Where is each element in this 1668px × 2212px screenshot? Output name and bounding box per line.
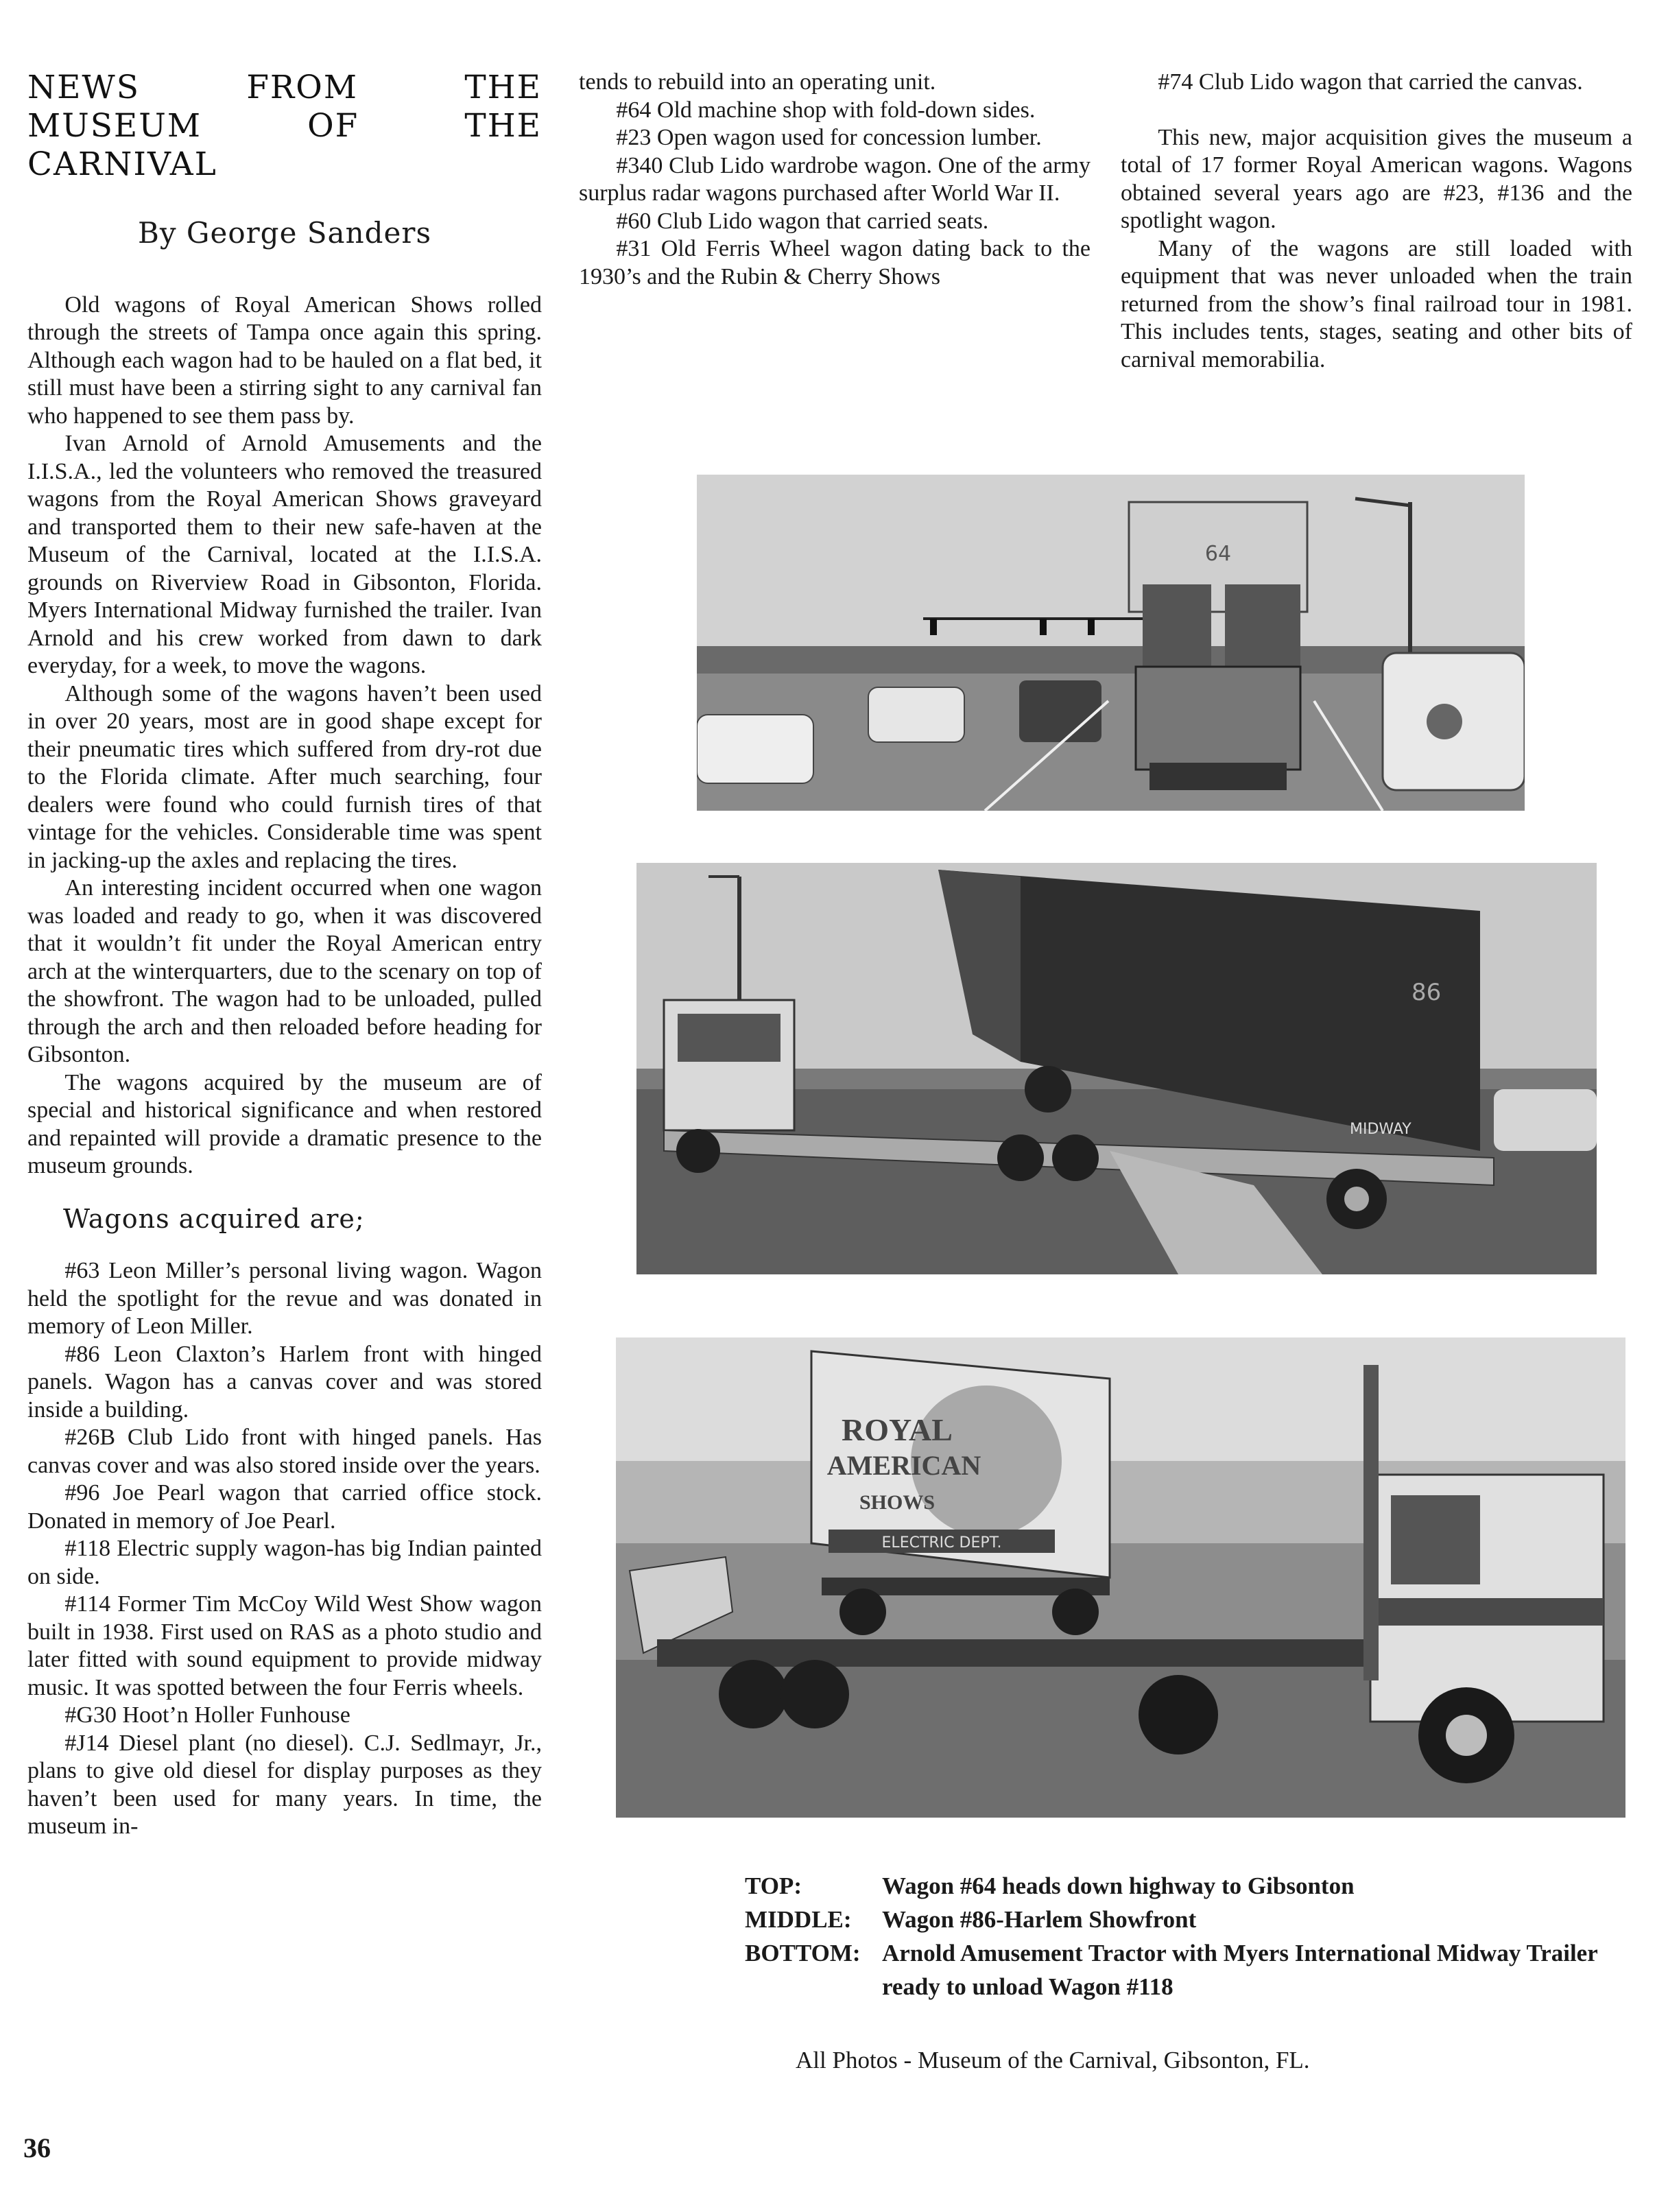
caption-text: Wagon #64 heads down highway to Gibsonton — [882, 1872, 1355, 1899]
wagon-item: #74 Club Lido wagon that carried the canvas. — [1158, 69, 1583, 95]
wagon-item: #23 Open wagon used for concession lumber. — [616, 125, 1042, 150]
wagon-item: #340 Club Lido wardrobe wagon. One of the army surplus radar wagons purchased after World War II. — [579, 152, 1091, 206]
title-word-from: FROM — [246, 69, 358, 106]
paragraph: The wagons acquired by the museum are of special and historical significance and when restored and repainted will provide a dramatic presence to the museum grounds. — [27, 1069, 542, 1178]
wagon-item-continued: tends to rebuild into an operating unit. — [579, 69, 936, 95]
paragraph: Old wagons of Royal American Shows rolled through the streets of Tampa once again this spring. Although each wagon had to be hauled on a flat bed, it still must have been a stirring sight to any carnival fan who happened to see them pass by. — [27, 292, 542, 429]
photo-bottom-wagon-118 — [616, 1337, 1625, 1818]
caption-label: MIDDLE: — [745, 1906, 852, 1933]
wagon-item: #26B Club Lido front with hinged panels. Has canvas cover and was also stored inside over the years. — [27, 1425, 542, 1478]
article-column-1 — [27, 69, 542, 1841]
wagon-item: #64 Old machine shop with fold-down sides. — [616, 97, 1036, 123]
paragraph: This new, major acquisition gives the museum a total of 17 former Royal American wagons. Wagons obtained several years ago are #23, #136 and the spotlight wagon. — [1121, 124, 1632, 233]
wagon-item: #63 Leon Miller’s personal living wagon. Wagon held the spotlight for the revue and was donated in memory of Leon Miller. — [27, 1258, 542, 1339]
photo-credit: All Photos - Museum of the Carnival, Gibsonton, FL. — [796, 2047, 1310, 2073]
paragraph: Although some of the wagons haven’t been used in over 20 years, most are in good shape except for their pneumatic tires which suffered from dry-rot due to the Florida climate. After much searching, four dealers were found who could furnish tires of that vintage for the vehicles. Considerable time was spent in jacking-up the axles and replacing the tires. — [27, 680, 542, 873]
title-line-2: MUSEUM OF THE CARNIVAL — [27, 107, 542, 183]
photo-middle-image — [636, 863, 1597, 1274]
caption-middle — [745, 1903, 1623, 1936]
byline: By George Sanders — [137, 216, 432, 250]
article-column-3 — [1121, 69, 1632, 374]
wagon-item: #31 Old Ferris Wheel wagon dating back to the 1930’s and the Rubin & Cherry Shows — [579, 236, 1091, 289]
photo-top-wagon-64 — [697, 475, 1525, 811]
sign-royal: ROYAL — [842, 1412, 953, 1447]
article-title — [27, 69, 542, 184]
caption-text: Arnold Amusement Tractor with Myers International Midway Trailer ready to unload Wagon #118 — [882, 1940, 1598, 2000]
wagon-item: #G30 Hoot’n Holler Funhouse — [64, 1702, 350, 1728]
sign-american: AMERICAN — [826, 1450, 981, 1481]
caption-label: TOP: — [745, 1872, 802, 1899]
paragraph: An interesting incident occurred when one wagon was loaded and ready to go, when it was discovered that it wouldn’t fit under the Royal American entry arch at the winterquarters, due to the scenary on top of the showfront. The wagon had to be unloaded, pulled through the arch and then reloaded before heading for Gibsonton. — [27, 875, 542, 1067]
caption-text: Wagon #86-Harlem Showfront — [882, 1906, 1197, 1933]
wagon-item: #114 Former Tim McCoy Wild West Show wagon built in 1938. First used on RAS as a photo studio and later fitted with sound equipment to provide midway music. It was spotted between the four Ferris wheels. — [27, 1591, 542, 1700]
photo-bottom-image — [616, 1337, 1625, 1818]
photo-top-image — [697, 475, 1525, 811]
wagon-number-64: 64 — [1204, 542, 1232, 566]
wagon-number-86: 86 — [1411, 979, 1442, 1006]
paragraph: Ivan Arnold of Arnold Amusements and the I.I.S.A., led the volunteers who removed the treasured wagons from the Royal American Shows graveyard and transported them to their new safe-haven at the Museum of the Carnival, located at the I.I.S.A. grounds on Riverview Road in Gibsonton, Florida. Myers International Midway furnished the trailer. Ivan Arnold and his crew worked from dawn to dark everyday, for a week, to move the wagons. — [27, 431, 542, 678]
caption-top — [745, 1869, 1623, 1903]
midway-side-text: MIDWAY — [1350, 1121, 1411, 1138]
photo-middle-wagon-86 — [636, 863, 1597, 1274]
sign-shows: SHOWS — [859, 1491, 936, 1514]
photo-captions — [745, 1869, 1623, 2003]
article-column-2 — [579, 69, 1091, 291]
title-word-news: NEWS — [27, 69, 140, 106]
wagons-heading: Wagons acquired are; — [63, 1203, 365, 1234]
wagon-item: #J14 Diesel plant (no diesel). C.J. Sedlmayr, Jr., plans to give old diesel for display purposes as they haven’t been used for many years. In time, the museum in- — [27, 1730, 542, 1839]
page-number: 36 — [23, 2132, 51, 2163]
wagon-item: #96 Joe Pearl wagon that carried office stock. Donated in memory of Joe Pearl. — [27, 1480, 542, 1534]
caption-label: BOTTOM: — [745, 1940, 861, 1966]
title-word-the: THE — [464, 69, 542, 106]
caption-bottom — [745, 1936, 1623, 2003]
wagon-item: #60 Club Lido wagon that carried seats. — [616, 208, 989, 234]
wagon-item: #86 Leon Claxton’s Harlem front with hinged panels. Wagon has a canvas cover and was stored inside a building. — [27, 1341, 542, 1423]
paragraph: Many of the wagons are still loaded with equipment that was never unloaded when the train returned from the show’s final railroad tour in 1981. This includes tents, stages, seating and other bits of carnival memorabilia. — [1121, 235, 1632, 372]
sign-electric-dept: ELECTRIC DEPT. — [881, 1534, 1002, 1551]
wagon-item: #118 Electric supply wagon-has big Indian painted on side. — [27, 1536, 542, 1589]
